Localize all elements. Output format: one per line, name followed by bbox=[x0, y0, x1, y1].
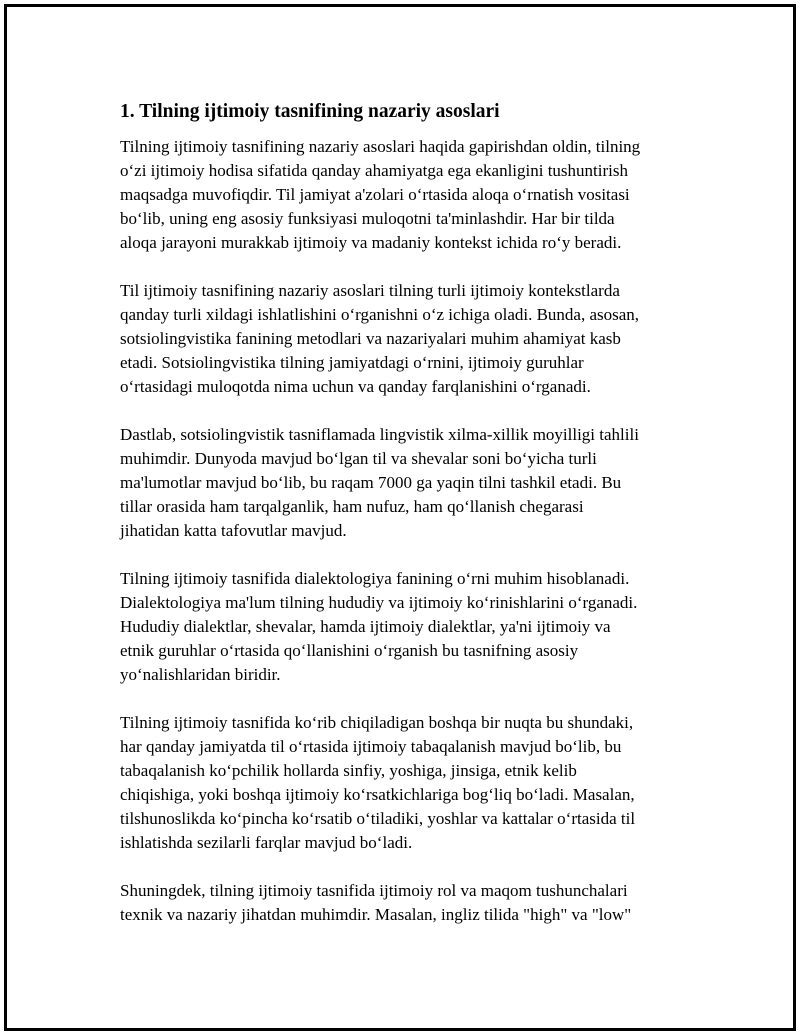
paragraph-5 bbox=[120, 711, 700, 855]
text-line: Shuningdek, tilning ijtimoiy tasnifida ijtimoiy rol va maqom tushunchalari bbox=[120, 881, 628, 900]
section-heading: 1. Tilning ijtimoiy tasnifining nazariy asoslari bbox=[120, 101, 500, 122]
text-line: qanday turli xildagi ishlatlishini o‘rganishni o‘z ichiga oladi. Bunda, asosan, bbox=[120, 305, 640, 324]
page-frame bbox=[4, 4, 796, 1031]
text-line: tillar orasida ham tarqalganlik, ham nufuz, ham qo‘llanish chegarasi bbox=[120, 497, 584, 516]
text-line: Dastlab, sotsiolingvistik tasniflamada lingvistik xilma-xillik moyilligi tahlili bbox=[120, 425, 639, 444]
text-line: muhimdir. Dunyoda mavjud bo‘lgan til va shevalar soni bo‘yicha turli bbox=[120, 449, 597, 468]
text-line: Tilning ijtimoiy tasnifining nazariy asoslari haqida gapirishdan oldin, tilning bbox=[120, 137, 641, 156]
text-line: tabaqalanish ko‘pchilik hollarda sinfiy, yoshiga, jinsiga, etnik kelib bbox=[120, 761, 577, 780]
text-line: o‘zi ijtimoiy hodisa sifatida qanday ahamiyatga ega ekanligini tushuntirish bbox=[120, 161, 628, 180]
text-line: texnik va nazariy jihatdan muhimdir. Masalan, ingliz tilida "high" va "low" bbox=[120, 905, 632, 924]
paragraph-3 bbox=[120, 423, 700, 543]
text-line: etnik guruhlar o‘rtasida qo‘llanishini o‘rganish bu tasnifning asosiy bbox=[120, 641, 579, 660]
text-line: har qanday jamiyatda til o‘rtasida ijtimoiy tabaqalanish mavjud bo‘lib, bu bbox=[120, 737, 622, 756]
paragraph-6 bbox=[120, 879, 700, 927]
text-line: Tilning ijtimoiy tasnifida ko‘rib chiqiladigan boshqa bir nuqta bu shundaki, bbox=[120, 713, 634, 732]
text-line: yo‘nalishlaridan biridir. bbox=[120, 665, 281, 684]
text-line: tilshunoslikda ko‘pincha ko‘rsatib o‘tiladiki, yoshlar va kattalar o‘rtasida til bbox=[120, 809, 636, 828]
text-line: sotsiolingvistika fanining metodlari va nazariyalari muhim ahamiyat kasb bbox=[120, 329, 621, 348]
text-line: maqsadga muvofiqdir. Til jamiyat a'zolari o‘rtasida aloqa o‘rnatish vositasi bbox=[120, 185, 630, 204]
paragraph-4 bbox=[120, 567, 700, 687]
text-line: aloqa jarayoni murakkab ijtimoiy va madaniy kontekst ichida ro‘y beradi. bbox=[120, 233, 622, 252]
text-line: o‘rtasidagi muloqotda nima uchun va qanday farqlanishini o‘rganadi. bbox=[120, 377, 591, 396]
text-line: ishlatishda sezilarli farqlar mavjud bo‘ladi. bbox=[120, 833, 413, 852]
text-line: jihatidan katta tafovutlar mavjud. bbox=[120, 521, 347, 540]
text-line: etadi. Sotsiolingvistika tilning jamiyatdagi o‘rnini, ijtimoiy guruhlar bbox=[120, 353, 584, 372]
text-line: Dialektologiya ma'lum tilning hududiy va ijtimoiy ko‘rinishlarini o‘rganadi. bbox=[120, 593, 638, 612]
text-line: ma'lumotlar mavjud bo‘lib, bu raqam 7000 ga yaqin tilni tashkil etadi. Bu bbox=[120, 473, 622, 492]
text-line: Til ijtimoiy tasnifining nazariy asoslari tilning turli ijtimoiy kontekstlarda bbox=[120, 281, 620, 300]
text-line: bo‘lib, uning eng asosiy funksiyasi muloqotni ta'minlashdir. Har bir tilda bbox=[120, 209, 615, 228]
document-body bbox=[120, 99, 700, 951]
text-line: Tilning ijtimoiy tasnifida dialektologiya fanining o‘rni muhim hisoblanadi. bbox=[120, 569, 630, 588]
paragraph-2 bbox=[120, 279, 700, 399]
paragraph-1 bbox=[120, 135, 700, 255]
text-line: chiqishiga, yoki boshqa ijtimoiy ko‘rsatkichlariga bog‘liq bo‘ladi. Masalan, bbox=[120, 785, 635, 804]
text-line: Hududiy dialektlar, shevalar, hamda ijtimoiy dialektlar, ya'ni ijtimoiy va bbox=[120, 617, 611, 636]
